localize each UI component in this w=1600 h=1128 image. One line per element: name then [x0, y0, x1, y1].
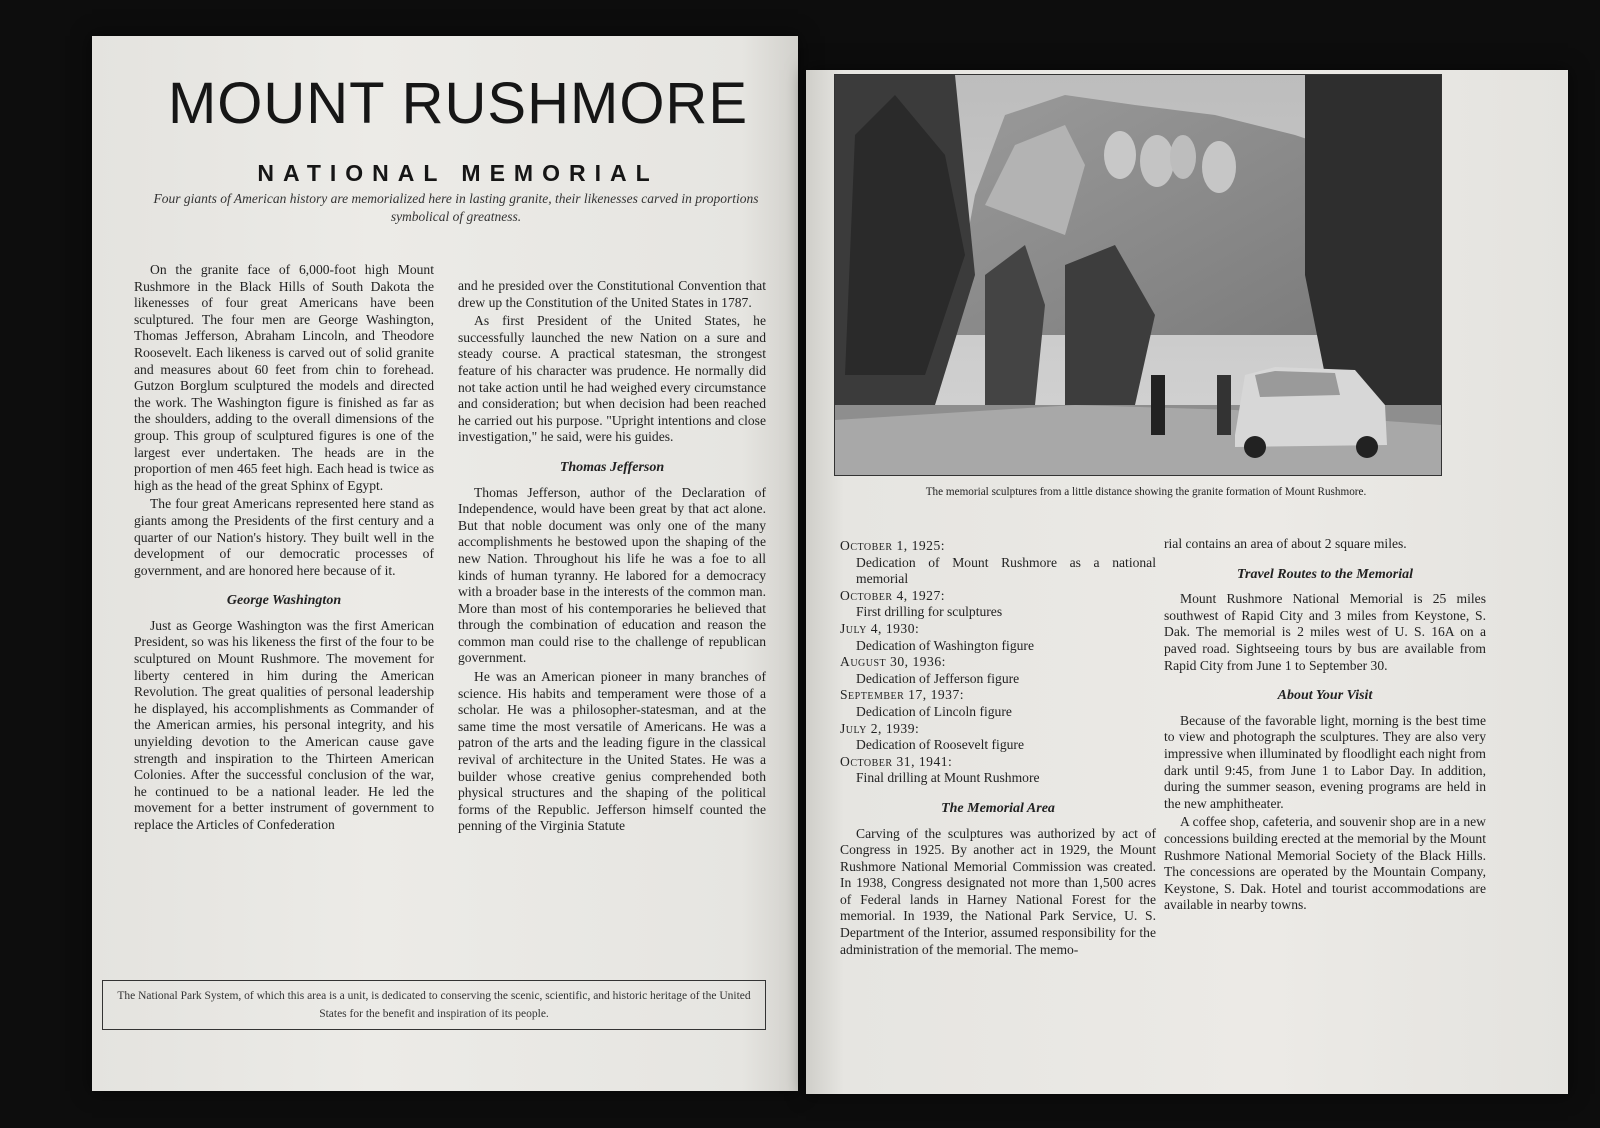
section-heading: About Your Visit — [1277, 688, 1373, 704]
column-4 — [1164, 536, 1486, 916]
paragraph: Because of the favorable light, morning is the best time to view and photograph the sculptures. They are also very impressive when illuminated by floodlight each night from dark until 9:45, from June 1 to Labor Day. In addition, during the summer season, evening programs are held in the new amphitheater. — [1164, 712, 1486, 811]
section-heading: Travel Routes to the Memorial — [1236, 566, 1414, 582]
chronology-date: July 2, 1939: — [840, 720, 920, 736]
chronology-date: July 4, 1930: — [840, 620, 920, 636]
paragraph: A coffee shop, cafeteria, and souvenir shop are in a new concessions building erected at the memorial by the Mount Rushmore National Memorial Society of the Black Hills. The concessions are operated by the Mountain Company, Keystone, S. Dak. Hotel and tourist accommodations are available in nearby towns. — [1164, 814, 1486, 913]
photo-caption: The memorial sculptures from a little distance showing the granite formation of Mount Rushmore. — [925, 486, 1367, 498]
chronology-event: Dedication of Roosevelt figure — [856, 737, 1024, 753]
chronology-event: Final drilling at Mount Rushmore — [856, 770, 1040, 786]
mount-rushmore-photo — [834, 74, 1442, 476]
chronology-event: Dedication of Washington figure — [856, 637, 1034, 653]
paragraph: Carving of the sculptures was authorized by act of Congress in 1925. By another act in 1929, the Mount Rushmore National Memorial Commission was created. In 1938, Congress designated not more than 1,500 acres of Federal lands in Harney National Forest for the memorial. In 1939, the National Park Service, U. S. Department of the Interior, assumed responsibility for the administration of the memorial. The memo- — [840, 825, 1156, 957]
chronology-date: October 4, 1927: — [840, 587, 946, 603]
park-system-notice: The National Park System, of which this area is a unit, is dedicated to conserving the scenic, scientific, and historic heritage of the United States for the benefit and inspiration of its people. — [102, 980, 766, 1030]
paragraph: Mount Rushmore National Memorial is 25 miles southwest of Rapid City and 3 miles from Keystone, S. Dak. The memorial is 2 miles west of U. S. 16A on a paved road. Sightseeing tours by bus are available from Rapid City from June 1 to September 30. — [1164, 591, 1486, 673]
left-page — [92, 36, 798, 1091]
chronology-date: October 31, 1941: — [840, 753, 953, 769]
column-2 — [458, 278, 766, 837]
chronology-list — [840, 538, 1156, 787]
paragraph: He was an American pioneer in many branches of science. His habits and temperament were those of a scholar. He was a philosopher-statesman, and at the same time the most versatile of Americans. He was a patron of the arts and the leading figure in the classical revival of architecture in the United States. He was a builder whose creative genius comprehended both physical structures and the shaping of the political forms of the Republic. Jefferson himself counted the penning of the Virginia Statute — [458, 669, 766, 834]
paragraph: Just as George Washington was the first American President, so was his likeness the first of the four to be sculptured on Mount Rushmore. The movement for liberty centered in him during the American Revolution. The great qualities of personal leadership he displayed, his accomplishments as Commander of the American armies, his personal integrity, and his unyielding devotion to the American cause gave strength and inspiration to the Thirteen American Colonies. After the successful conclusion of the war, he continued to be a national leader. He led the movement for a better instrument of government to replace the Articles of Confederation — [134, 617, 434, 832]
section-heading: The Memorial Area — [941, 800, 1055, 816]
column-1 — [134, 262, 434, 836]
chronology-event: Dedication of Mount Rushmore as a national memorial — [856, 554, 1156, 587]
chronology-column — [840, 538, 1156, 960]
page-subtitle: NATIONAL MEMORIAL — [257, 160, 659, 186]
chronology-event: First drilling for sculptures — [856, 604, 1003, 620]
page-title: MOUNT RUSHMORE — [167, 71, 749, 136]
chronology-date: October 1, 1925: — [840, 538, 946, 553]
paragraph: rial contains an area of about 2 square miles. — [1164, 536, 1407, 551]
paragraph: The four great Americans represented here stand as giants among the Presidents of the first century and a quarter of our Nation's history. They built well in the development of our democratic processes of government, and are honored here because of it. — [134, 496, 434, 578]
section-heading: George Washington — [226, 593, 342, 609]
chronology-event: Dedication of Lincoln figure — [856, 703, 1012, 719]
intro-text: Four giants of American history are memorialized here in lasting granite, their likenesses carved in proportions symbolical of greatness. — [153, 191, 759, 224]
paragraph: Thomas Jefferson, author of the Declaration of Independence, would have been great by that act alone. But that noble document was only one of the many accomplishments he bestowed upon the shaping of the new Nation. Throughout his life he was a foe to all kinds of human tyranny. He labored for a democracy with a broader base in the interests of the common man. More than most of his contemporaries he believed that through the combination of education and reason the common man could rise to the challenge of republican government. — [458, 484, 766, 666]
paragraph: and he presided over the Constitutional Convention that drew up the Constitution of the United States in 1787. — [458, 278, 766, 310]
paragraph: As first President of the United States, he successfully launched the new Nation on a sure and steady course. A practical statesman, the strongest feature of his character was prudence. He normally did not take action until he had weighed every circumstance and consideration; but when decision had been reached he carried out his purpose. "Upright intentions and close investigation," he said, were his guides. — [458, 313, 766, 445]
paragraph: On the granite face of 6,000-foot high Mount Rushmore in the Black Hills of South Dakota the likenesses of four great Americans have been sculptured. The four men are George Washington, Thomas Jefferson, Abraham Lincoln, and Theodore Roosevelt. Each likeness is carved out of solid granite and measures about 60 feet from chin to forehead. Gutzon Borglum sculptured the models and directed the work. The Washington figure is finished as far as the shoulders, adding to the overall dimensions of the group. This group of sculptured figures is one of the largest ever undertaken. The heads are in the proportion of men 465 feet high. Each head is twice as high as the head of the great Sphinx of Egypt. — [134, 262, 434, 493]
chronology-event: Dedication of Jefferson figure — [856, 670, 1020, 686]
chronology-date: September 17, 1937: — [840, 687, 965, 703]
section-heading: Thomas Jefferson — [559, 459, 665, 475]
chronology-date: August 30, 1936: — [840, 654, 946, 670]
right-page — [806, 70, 1568, 1094]
photo-image — [835, 75, 1441, 475]
